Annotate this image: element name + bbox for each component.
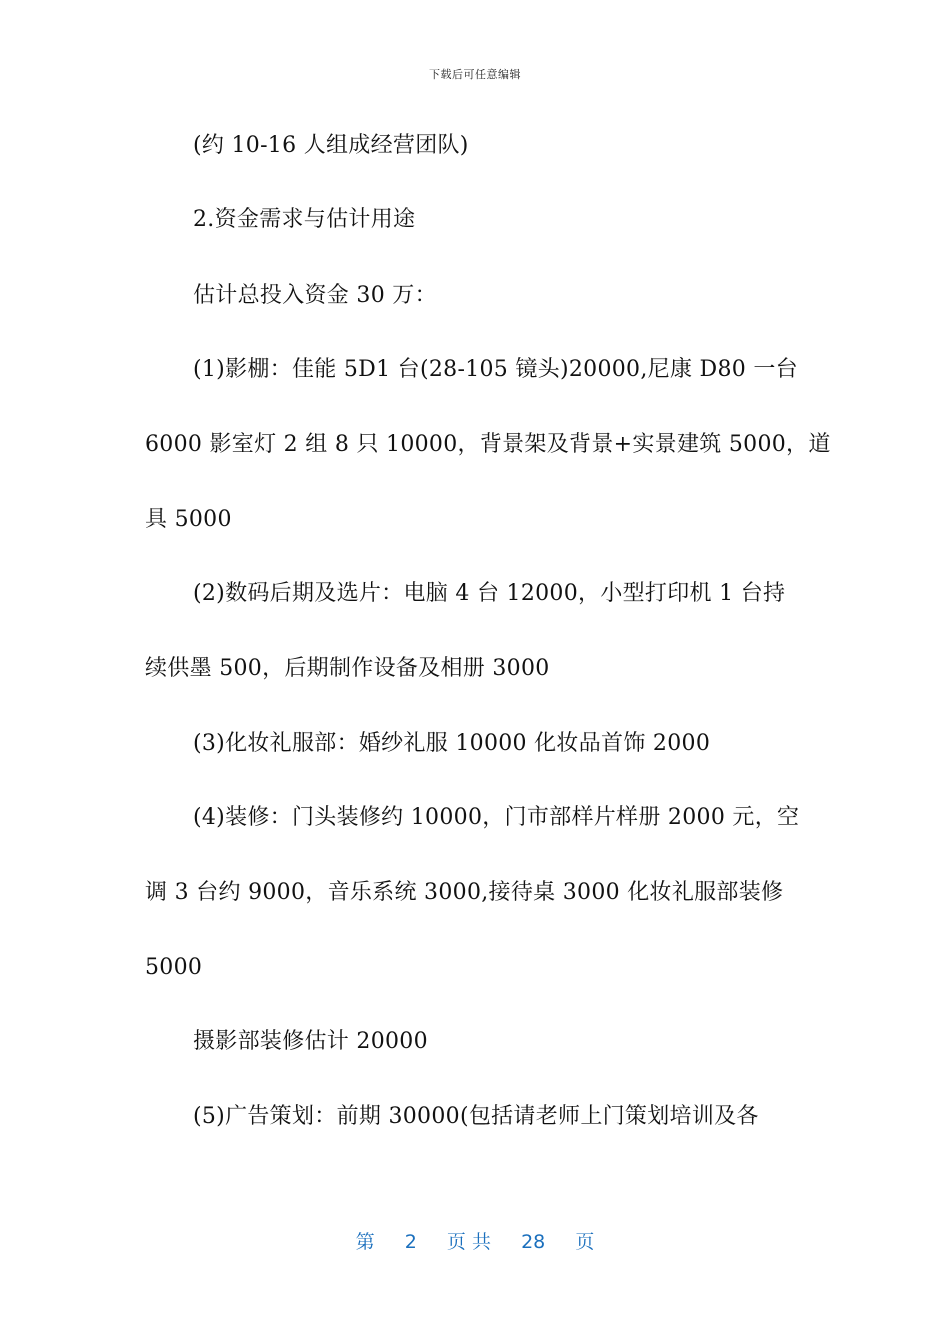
text-line: (约 10-16 人组成经营团队) [193, 133, 469, 158]
text-line: 调 3 台约 9000，音乐系统 3000,接待桌 3000 化妆礼服部装修 [145, 880, 784, 905]
page-label: 第 [355, 1231, 375, 1253]
page-footer [0, 1227, 950, 1254]
text-line: (1)影棚：佳能 5D1 台(28-105 镜头)20000,尼康 D80 一台 [193, 357, 798, 382]
text-line: 6000 影室灯 2 组 8 只 10000，背景架及背景+实景建筑 5000，道 [145, 432, 831, 457]
text-line: 具 5000 [145, 507, 232, 532]
text-line: 5000 [145, 955, 203, 980]
text-line: 摄影部装修估计 20000 [193, 1029, 428, 1054]
page-header: 下载后可任意编辑 [429, 68, 521, 81]
text-line: 续供墨 500，后期制作设备及相册 3000 [145, 656, 550, 681]
text-line: 2.资金需求与估计用途 [193, 207, 416, 232]
text-line: 估计总投入资金 30 万： [193, 283, 437, 308]
total-pages: 28 [521, 1231, 546, 1253]
page-suffix: 页 [575, 1231, 595, 1253]
page-number: 2 [404, 1231, 417, 1253]
total-label: 页 共 [446, 1231, 491, 1253]
text-line: (3)化妆礼服部：婚纱礼服 10000 化妆品首饰 2000 [193, 731, 711, 756]
text-line: (4)装修：门头装修约 10000，门市部样片样册 2000 元，空 [193, 805, 800, 830]
text-line: (5)广告策划：前期 30000(包括请老师上门策划培训及各 [193, 1104, 759, 1129]
text-line: (2)数码后期及选片：电脑 4 台 12000，小型打印机 1 台持 [193, 581, 786, 606]
